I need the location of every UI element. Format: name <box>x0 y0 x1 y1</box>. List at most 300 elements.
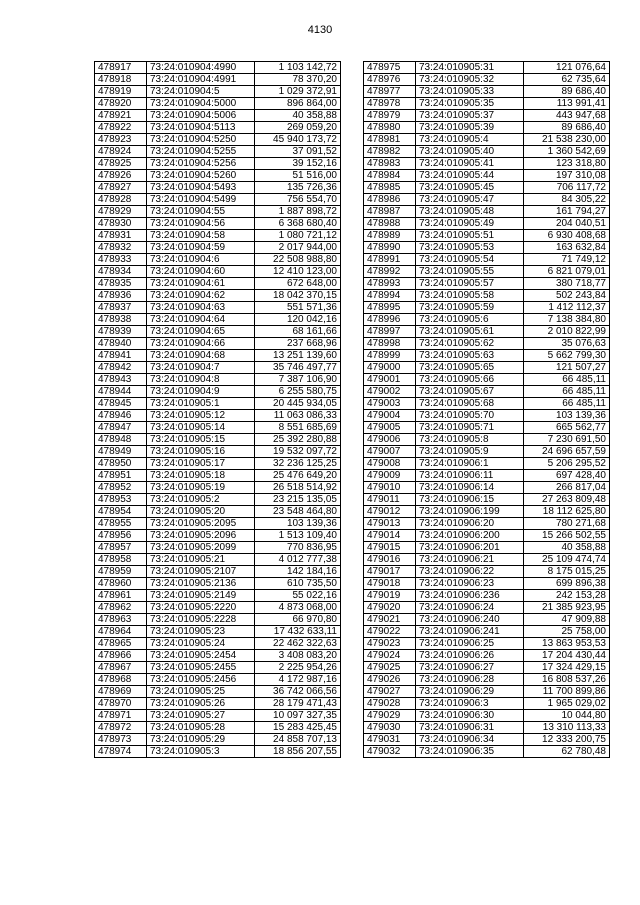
row-number: 478985 <box>364 182 416 194</box>
cadastral-number: 73:24:010905:26 <box>147 698 255 710</box>
table-row <box>95 614 341 626</box>
cadastral-number: 73:24:010905:62 <box>416 338 524 350</box>
cadastral-value: 1 412 112,37 <box>524 302 610 314</box>
cadastral-value: 32 236 125,25 <box>255 458 341 470</box>
table-row <box>364 722 610 734</box>
row-number: 478928 <box>95 194 147 206</box>
cadastral-value: 55 022,16 <box>255 590 341 602</box>
cadastral-number: 73:24:010905:15 <box>147 434 255 446</box>
cadastral-number: 73:24:010905:31 <box>416 62 524 74</box>
cadastral-number: 73:24:010904:5000 <box>147 98 255 110</box>
row-number: 478929 <box>95 206 147 218</box>
table-row <box>95 542 341 554</box>
cadastral-number: 73:24:010904:5493 <box>147 182 255 194</box>
cadastral-value: 47 909,88 <box>524 614 610 626</box>
cadastral-value: 13 310 113,33 <box>524 722 610 734</box>
cadastral-number: 73:24:010904:5256 <box>147 158 255 170</box>
cadastral-value: 3 408 083,20 <box>255 650 341 662</box>
cadastral-number: 73:24:010906:3 <box>416 698 524 710</box>
row-number: 478998 <box>364 338 416 350</box>
table-row <box>364 446 610 458</box>
table-row <box>364 602 610 614</box>
row-number: 478971 <box>95 710 147 722</box>
cadastral-number: 73:24:010906:30 <box>416 710 524 722</box>
row-number: 479001 <box>364 374 416 386</box>
table-row <box>95 242 341 254</box>
cadastral-value: 13 863 953,53 <box>524 638 610 650</box>
table-row <box>95 554 341 566</box>
row-number: 479020 <box>364 602 416 614</box>
cadastral-value: 204 040,51 <box>524 218 610 230</box>
cadastral-value: 89 686,40 <box>524 122 610 134</box>
cadastral-value: 121 076,64 <box>524 62 610 74</box>
table-row <box>364 254 610 266</box>
cadastral-number: 73:24:010905:44 <box>416 170 524 182</box>
row-number: 478948 <box>95 434 147 446</box>
row-number: 478969 <box>95 686 147 698</box>
table-row <box>95 410 341 422</box>
cadastral-value: 24 858 707,13 <box>255 734 341 746</box>
table-row <box>364 170 610 182</box>
row-number: 478961 <box>95 590 147 602</box>
cadastral-number: 73:24:010906:200 <box>416 530 524 542</box>
table-row <box>364 86 610 98</box>
cadastral-number: 73:24:010906:26 <box>416 650 524 662</box>
cadastral-value: 21 538 230,00 <box>524 134 610 146</box>
cadastral-value: 78 370,20 <box>255 74 341 86</box>
table-row <box>364 350 610 362</box>
row-number: 479024 <box>364 650 416 662</box>
row-number: 479011 <box>364 494 416 506</box>
row-number: 478966 <box>95 650 147 662</box>
cadastral-value: 15 266 502,55 <box>524 530 610 542</box>
cadastral-number: 73:24:010905:2455 <box>147 662 255 674</box>
cadastral-value: 121 507,27 <box>524 362 610 374</box>
table-row <box>95 326 341 338</box>
page-number: 4130 <box>307 24 333 36</box>
row-number: 478926 <box>95 170 147 182</box>
cadastral-number: 73:24:010905:37 <box>416 110 524 122</box>
table-row <box>95 74 341 86</box>
table-row <box>364 614 610 626</box>
cadastral-value: 2 010 822,99 <box>524 326 610 338</box>
table-row <box>95 578 341 590</box>
cadastral-value: 28 179 471,43 <box>255 698 341 710</box>
row-number: 478960 <box>95 578 147 590</box>
cadastral-number: 73:24:010904:5260 <box>147 170 255 182</box>
row-number: 479017 <box>364 566 416 578</box>
table-row <box>95 62 341 74</box>
table-row <box>95 530 341 542</box>
row-number: 478952 <box>95 482 147 494</box>
cadastral-value: 11 700 899,86 <box>524 686 610 698</box>
table-row <box>364 638 610 650</box>
cadastral-number: 73:24:010906:241 <box>416 626 524 638</box>
row-number: 478934 <box>95 266 147 278</box>
table-row <box>364 434 610 446</box>
table-row <box>364 410 610 422</box>
row-number: 478956 <box>95 530 147 542</box>
cadastral-value: 62 735,64 <box>524 74 610 86</box>
cadastral-value: 12 333 200,75 <box>524 734 610 746</box>
cadastral-number: 73:24:010904:59 <box>147 242 255 254</box>
cadastral-value: 66 970,80 <box>255 614 341 626</box>
cadastral-number: 73:24:010905:33 <box>416 86 524 98</box>
row-number: 478941 <box>95 350 147 362</box>
table-row <box>364 182 610 194</box>
cadastral-number: 73:24:010905:57 <box>416 278 524 290</box>
cadastral-number: 73:24:010906:23 <box>416 578 524 590</box>
row-number: 478958 <box>95 554 147 566</box>
table-row <box>95 566 341 578</box>
cadastral-number: 73:24:010905:32 <box>416 74 524 86</box>
cadastral-number: 73:24:010905:59 <box>416 302 524 314</box>
cadastral-number: 73:24:010905:45 <box>416 182 524 194</box>
cadastral-value: 7 138 384,80 <box>524 314 610 326</box>
cadastral-value: 23 548 464,80 <box>255 506 341 518</box>
table-row <box>364 98 610 110</box>
row-number: 479003 <box>364 398 416 410</box>
cadastral-number: 73:24:010905:17 <box>147 458 255 470</box>
row-number: 478977 <box>364 86 416 98</box>
cadastral-value: 4 172 987,16 <box>255 674 341 686</box>
row-number: 479006 <box>364 434 416 446</box>
row-number: 478974 <box>95 746 147 758</box>
table-row <box>364 518 610 530</box>
table-row <box>95 698 341 710</box>
row-number: 478940 <box>95 338 147 350</box>
row-number: 478964 <box>95 626 147 638</box>
cadastral-number: 73:24:010904:60 <box>147 266 255 278</box>
table-row <box>95 386 341 398</box>
cadastral-number: 73:24:010905:3 <box>147 746 255 758</box>
cadastral-number: 73:24:010904:64 <box>147 314 255 326</box>
cadastral-number: 73:24:010905:2456 <box>147 674 255 686</box>
cadastral-value: 66 485,11 <box>524 374 610 386</box>
row-number: 478967 <box>95 662 147 674</box>
cadastral-value: 12 410 123,00 <box>255 266 341 278</box>
table-row <box>95 470 341 482</box>
cadastral-value: 896 864,00 <box>255 98 341 110</box>
table-row <box>364 482 610 494</box>
row-number: 478945 <box>95 398 147 410</box>
cadastral-number: 73:24:010905:2107 <box>147 566 255 578</box>
cadastral-number: 73:24:010905:20 <box>147 506 255 518</box>
cadastral-value: 161 794,27 <box>524 206 610 218</box>
row-number: 479005 <box>364 422 416 434</box>
table-row <box>364 506 610 518</box>
table-row <box>95 458 341 470</box>
cadastral-value: 10 044,80 <box>524 710 610 722</box>
row-number: 479021 <box>364 614 416 626</box>
cadastral-value: 6 930 408,68 <box>524 230 610 242</box>
cadastral-value: 24 696 657,59 <box>524 446 610 458</box>
table-row <box>364 746 610 758</box>
row-number: 479002 <box>364 386 416 398</box>
cadastral-value: 266 817,04 <box>524 482 610 494</box>
cadastral-value: 23 215 135,05 <box>255 494 341 506</box>
row-number: 478955 <box>95 518 147 530</box>
row-number: 478927 <box>95 182 147 194</box>
table-row <box>364 494 610 506</box>
cadastral-value: 62 780,48 <box>524 746 610 758</box>
row-number: 478978 <box>364 98 416 110</box>
table-row <box>95 278 341 290</box>
cadastral-value: 40 358,88 <box>255 110 341 122</box>
table-row <box>95 266 341 278</box>
cadastral-number: 73:24:010905:2095 <box>147 518 255 530</box>
table-row <box>364 686 610 698</box>
table-row <box>364 362 610 374</box>
table-row <box>364 278 610 290</box>
table-row <box>95 230 341 242</box>
row-number: 478968 <box>95 674 147 686</box>
table-row <box>95 602 341 614</box>
cadastral-number: 73:24:010904:5 <box>147 86 255 98</box>
cadastral-value: 18 856 207,55 <box>255 746 341 758</box>
row-number: 478980 <box>364 122 416 134</box>
table-row <box>95 626 341 638</box>
row-number: 478921 <box>95 110 147 122</box>
table-row <box>364 302 610 314</box>
table-row <box>364 422 610 434</box>
cadastral-number: 73:24:010904:56 <box>147 218 255 230</box>
cadastral-value: 237 668,96 <box>255 338 341 350</box>
cadastral-value: 672 648,00 <box>255 278 341 290</box>
table-row <box>364 242 610 254</box>
row-number: 478925 <box>95 158 147 170</box>
cadastral-value: 17 432 633,11 <box>255 626 341 638</box>
table-row <box>95 110 341 122</box>
row-number: 478938 <box>95 314 147 326</box>
cadastral-number: 73:24:010905:12 <box>147 410 255 422</box>
cadastral-value: 45 940 173,72 <box>255 134 341 146</box>
table-row <box>95 662 341 674</box>
table-row <box>364 542 610 554</box>
cadastral-value: 25 476 649,20 <box>255 470 341 482</box>
table-row <box>364 338 610 350</box>
cadastral-value: 35 746 497,77 <box>255 362 341 374</box>
cadastral-number: 73:24:010905:51 <box>416 230 524 242</box>
cadastral-value: 6 368 680,40 <box>255 218 341 230</box>
cadastral-value: 27 263 809,48 <box>524 494 610 506</box>
cadastral-value: 665 562,77 <box>524 422 610 434</box>
cadastral-value: 16 808 537,26 <box>524 674 610 686</box>
table-row <box>95 722 341 734</box>
cadastral-number: 73:24:010905:61 <box>416 326 524 338</box>
cadastral-number: 73:24:010905:39 <box>416 122 524 134</box>
table-row <box>364 146 610 158</box>
cadastral-value: 36 742 066,56 <box>255 686 341 698</box>
row-number: 479016 <box>364 554 416 566</box>
row-number: 478963 <box>95 614 147 626</box>
cadastral-number: 73:24:010906:27 <box>416 662 524 674</box>
table-row <box>95 518 341 530</box>
cadastral-value: 11 063 086,33 <box>255 410 341 422</box>
cadastral-number: 73:24:010904:58 <box>147 230 255 242</box>
table-row <box>95 686 341 698</box>
row-number: 479004 <box>364 410 416 422</box>
cadastral-value: 51 516,00 <box>255 170 341 182</box>
cadastral-number: 73:24:010906:34 <box>416 734 524 746</box>
cadastral-number: 73:24:010905:21 <box>147 554 255 566</box>
cadastral-value: 1 965 029,02 <box>524 698 610 710</box>
cadastral-number: 73:24:010905:2149 <box>147 590 255 602</box>
row-number: 478986 <box>364 194 416 206</box>
cadastral-number: 73:24:010904:5499 <box>147 194 255 206</box>
cadastral-value: 84 305,22 <box>524 194 610 206</box>
cadastral-number: 73:24:010905:58 <box>416 290 524 302</box>
row-number: 479018 <box>364 578 416 590</box>
table-row <box>95 338 341 350</box>
row-number: 479030 <box>364 722 416 734</box>
cadastral-value: 5 662 799,30 <box>524 350 610 362</box>
table-row <box>364 530 610 542</box>
cadastral-number: 73:24:010905:29 <box>147 734 255 746</box>
row-number: 478959 <box>95 566 147 578</box>
cadastral-number: 73:24:010906:1 <box>416 458 524 470</box>
cadastral-value: 242 153,28 <box>524 590 610 602</box>
cadastral-value: 2 225 954,26 <box>255 662 341 674</box>
cadastral-value: 1 080 721,12 <box>255 230 341 242</box>
cadastral-value: 1 360 542,69 <box>524 146 610 158</box>
row-number: 478917 <box>95 62 147 74</box>
cadastral-number: 73:24:010905:53 <box>416 242 524 254</box>
cadastral-value: 25 758,00 <box>524 626 610 638</box>
cadastral-number: 73:24:010905:2099 <box>147 542 255 554</box>
cadastral-value: 135 726,36 <box>255 182 341 194</box>
row-number: 479019 <box>364 590 416 602</box>
cadastral-number: 73:24:010906:199 <box>416 506 524 518</box>
cadastral-value: 103 139,36 <box>255 518 341 530</box>
cadastral-value: 10 097 327,35 <box>255 710 341 722</box>
cadastral-number: 73:24:010906:22 <box>416 566 524 578</box>
cadastral-number: 73:24:010905:55 <box>416 266 524 278</box>
row-number: 478965 <box>95 638 147 650</box>
cadastral-value: 6 255 580,75 <box>255 386 341 398</box>
table-row <box>364 290 610 302</box>
cadastral-value: 269 059,20 <box>255 122 341 134</box>
cadastral-number: 73:24:010904:8 <box>147 374 255 386</box>
cadastral-number: 73:24:010904:5006 <box>147 110 255 122</box>
row-number: 478992 <box>364 266 416 278</box>
table-row <box>95 206 341 218</box>
cadastral-number: 73:24:010905:65 <box>416 362 524 374</box>
cadastral-value: 37 091,52 <box>255 146 341 158</box>
cadastral-value: 2 017 944,00 <box>255 242 341 254</box>
table-row <box>364 626 610 638</box>
table-row <box>95 398 341 410</box>
row-number: 479032 <box>364 746 416 758</box>
cadastral-value: 17 324 429,15 <box>524 662 610 674</box>
table-row <box>95 362 341 374</box>
cadastral-number: 73:24:010904:4991 <box>147 74 255 86</box>
cadastral-number: 73:24:010904:65 <box>147 326 255 338</box>
cadastral-value: 1 513 109,40 <box>255 530 341 542</box>
table-row <box>95 434 341 446</box>
row-number: 478951 <box>95 470 147 482</box>
row-number: 479000 <box>364 362 416 374</box>
cadastral-value: 18 112 625,80 <box>524 506 610 518</box>
table-row <box>364 578 610 590</box>
row-number: 479012 <box>364 506 416 518</box>
row-number: 478935 <box>95 278 147 290</box>
row-number: 478919 <box>95 86 147 98</box>
table-row <box>95 254 341 266</box>
cadastral-number: 73:24:010904:7 <box>147 362 255 374</box>
cadastral-value: 21 385 923,95 <box>524 602 610 614</box>
row-number: 479014 <box>364 530 416 542</box>
table-row <box>95 494 341 506</box>
row-number: 479013 <box>364 518 416 530</box>
row-number: 478920 <box>95 98 147 110</box>
row-number: 478999 <box>364 350 416 362</box>
cadastral-value: 18 042 370,15 <box>255 290 341 302</box>
table-row <box>95 650 341 662</box>
right-table <box>363 61 610 758</box>
row-number: 479023 <box>364 638 416 650</box>
cadastral-value: 380 718,77 <box>524 278 610 290</box>
cadastral-value: 699 896,38 <box>524 578 610 590</box>
row-number: 479028 <box>364 698 416 710</box>
cadastral-number: 73:24:010905:70 <box>416 410 524 422</box>
cadastral-value: 13 251 139,60 <box>255 350 341 362</box>
table-row <box>364 386 610 398</box>
cadastral-value: 706 117,72 <box>524 182 610 194</box>
table-row <box>364 194 610 206</box>
row-number: 478918 <box>95 74 147 86</box>
table-row <box>364 458 610 470</box>
table-row <box>95 374 341 386</box>
table-row <box>95 194 341 206</box>
row-number: 478933 <box>95 254 147 266</box>
cadastral-value: 26 518 514,92 <box>255 482 341 494</box>
cadastral-number: 73:24:010906:201 <box>416 542 524 554</box>
row-number: 478975 <box>364 62 416 74</box>
row-number: 479008 <box>364 458 416 470</box>
cadastral-number: 73:24:010905:1 <box>147 398 255 410</box>
cadastral-number: 73:24:010905:2228 <box>147 614 255 626</box>
table-row <box>95 146 341 158</box>
row-number: 478979 <box>364 110 416 122</box>
row-number: 478954 <box>95 506 147 518</box>
row-number: 478942 <box>95 362 147 374</box>
cadastral-number: 73:24:010904:62 <box>147 290 255 302</box>
cadastral-number: 73:24:010906:21 <box>416 554 524 566</box>
table-row <box>364 674 610 686</box>
table-row <box>95 350 341 362</box>
cadastral-number: 73:24:010905:4 <box>416 134 524 146</box>
cadastral-number: 73:24:010905:49 <box>416 218 524 230</box>
table-row <box>364 62 610 74</box>
row-number: 478991 <box>364 254 416 266</box>
row-number: 478930 <box>95 218 147 230</box>
table-row <box>95 302 341 314</box>
cadastral-value: 4 873 068,00 <box>255 602 341 614</box>
cadastral-value: 39 152,16 <box>255 158 341 170</box>
table-row <box>364 566 610 578</box>
row-number: 479015 <box>364 542 416 554</box>
table-row <box>95 290 341 302</box>
table-row <box>364 590 610 602</box>
cadastral-number: 73:24:010905:35 <box>416 98 524 110</box>
cadastral-number: 73:24:010905:14 <box>147 422 255 434</box>
row-number: 478989 <box>364 230 416 242</box>
table-row <box>364 470 610 482</box>
cadastral-number: 73:24:010904:68 <box>147 350 255 362</box>
table-row <box>95 710 341 722</box>
cadastral-value: 163 632,84 <box>524 242 610 254</box>
